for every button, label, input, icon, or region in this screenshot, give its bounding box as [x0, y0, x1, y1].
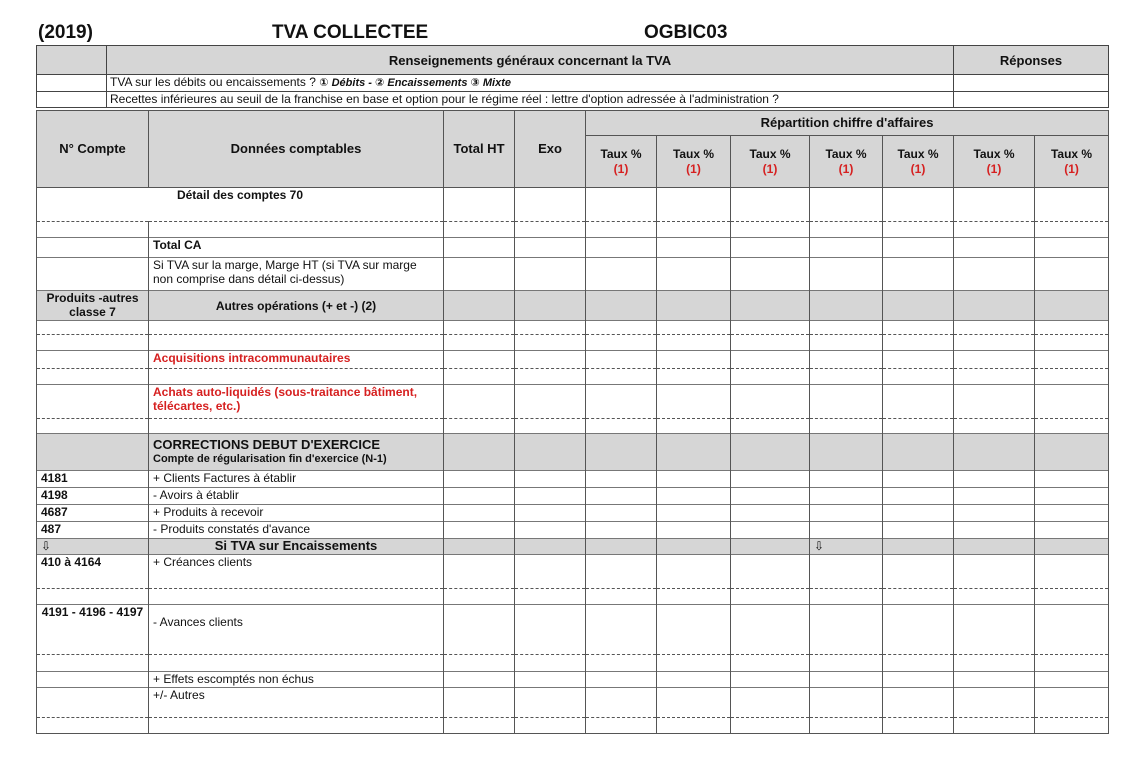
year-label: (2019)	[38, 22, 93, 43]
si-encaissements-label: Si TVA sur Encaissements	[149, 539, 444, 555]
ca-table	[36, 110, 1109, 734]
creances-account: 410 à 4164	[37, 555, 149, 589]
general-info-table	[36, 45, 1109, 108]
down-arrow-icon: ⇩	[810, 539, 883, 555]
reg-account: 4181	[37, 471, 149, 488]
avances-account: 4191 - 4196 - 4197	[37, 605, 149, 655]
taux-header: Taux % (1)	[586, 136, 657, 188]
taux-header: Taux % (1)	[883, 136, 954, 188]
avances-label: - Avances clients	[149, 605, 444, 655]
autres-label: +/- Autres	[149, 688, 444, 718]
col-exo-header: Exo	[515, 111, 586, 188]
reg-label: - Avoirs à établir	[149, 488, 444, 505]
corrections-label: CORRECTIONS DEBUT D'EXERCICE	[153, 437, 380, 452]
col-total-header: Total HT	[444, 111, 515, 188]
taux-header: Taux % (1)	[1035, 136, 1109, 188]
general-info-title: Renseignements généraux concernant la TVA	[107, 46, 954, 75]
taux-header: Taux % (1)	[954, 136, 1035, 188]
reg-account: 4687	[37, 505, 149, 522]
col-account-header: N° Compte	[37, 111, 149, 188]
reg-account: 4198	[37, 488, 149, 505]
taux-header: Taux % (1)	[810, 136, 883, 188]
question-franchise: Recettes inférieures au seuil de la franchise en base et option pour le régime réel : lettre d'option adressée à l'administration ?	[107, 92, 954, 108]
creances-label: + Créances clients	[149, 555, 444, 589]
repartition-header: Répartition chiffre d'affaires	[586, 111, 1109, 136]
reg-label: - Produits constatés d'avance	[149, 522, 444, 539]
achats-autoliquides-label: Achats auto-liquidés (sous-traitance bâtiment, télécartes, etc.)	[149, 385, 444, 419]
answer-field-2[interactable]	[954, 92, 1109, 108]
form-code: OGBIC03	[644, 22, 728, 43]
question-options: ① Débits - ② Encaissements ③ Mixte	[319, 77, 512, 89]
effets-label: + Effets escomptés non échus	[149, 672, 444, 688]
taux-header: Taux % (1)	[731, 136, 810, 188]
question-debits-encaissements: TVA sur les débits ou encaissements ? ① Débits - ② Encaissements ③ Mixte	[107, 75, 954, 92]
taux-header: Taux % (1)	[657, 136, 731, 188]
reg-label: + Produits à recevoir	[149, 505, 444, 522]
form-title: TVA COLLECTEE	[272, 22, 429, 43]
regularisation-label: Compte de régularisation fin d'exercice (N-1)	[153, 453, 387, 465]
answers-label: Réponses	[954, 46, 1109, 75]
reg-label: + Clients Factures à établir	[149, 471, 444, 488]
down-arrow-icon: ⇩	[37, 539, 149, 555]
corrections-block	[149, 434, 444, 471]
marge-label: Si TVA sur la marge, Marge HT (si TVA sur marge non comprise dans détail ci-dessus)	[149, 258, 444, 291]
acquisitions-label: Acquisitions intracommunautaires	[149, 351, 444, 369]
col-data-header: Données comptables	[149, 111, 444, 188]
answer-field-1[interactable]	[954, 75, 1109, 92]
autres-operations-label: Autres opérations (+ et -) (2)	[149, 291, 444, 321]
produits-classe7-label: Produits -autres classe 7	[37, 291, 149, 321]
detail-70-label: Détail des comptes 70	[37, 188, 444, 222]
reg-account: 487	[37, 522, 149, 539]
total-ca-label: Total CA	[149, 238, 444, 258]
